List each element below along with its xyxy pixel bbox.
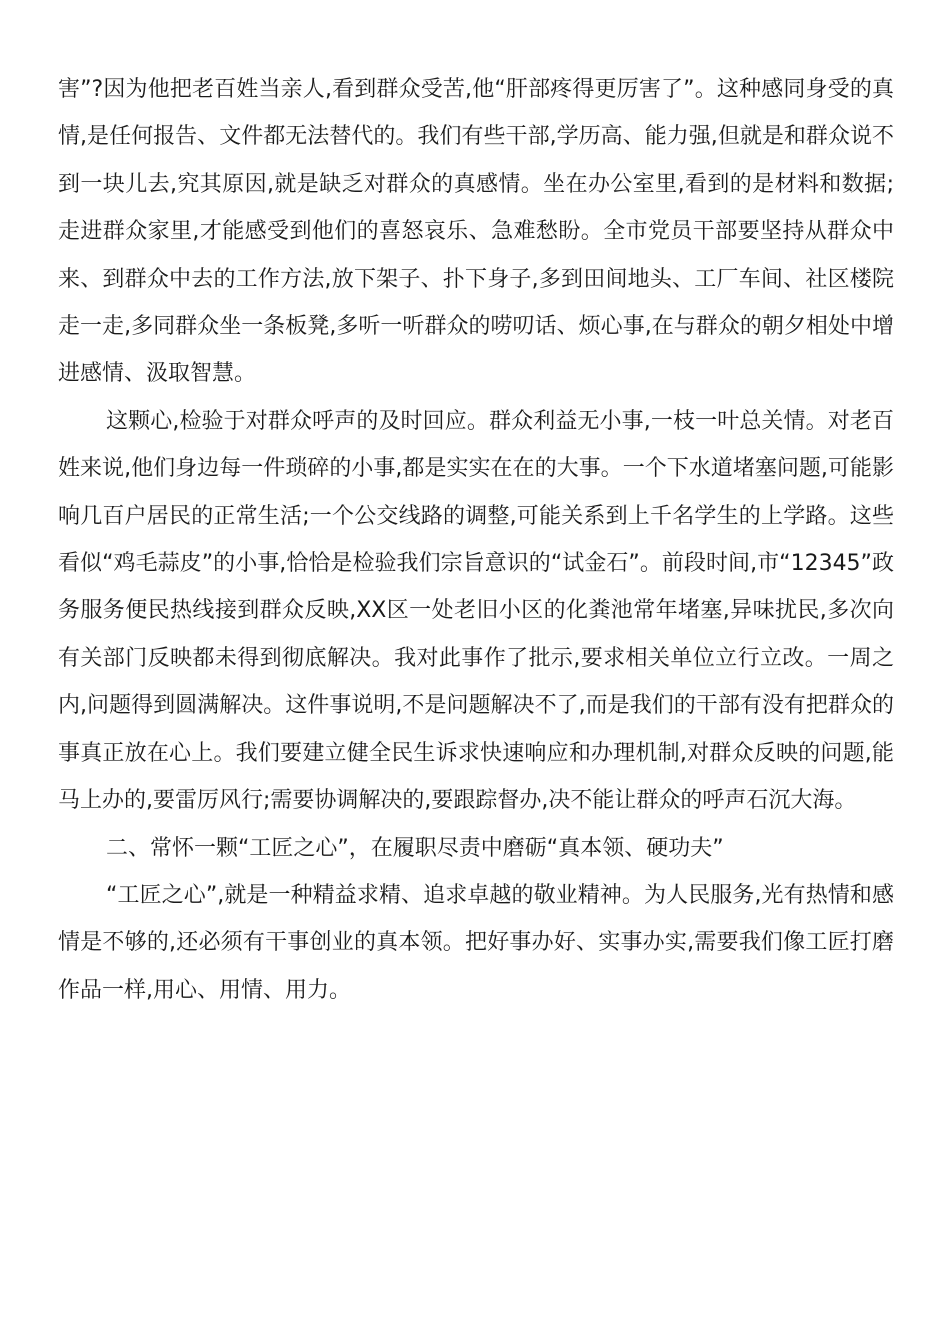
document-body: [58, 66, 894, 1014]
paragraph-craftsman: “工匠之心”,就是一种精益求精、追求卓越的敬业精神。为人民服务,光有热情和感情是不够的,还必须有干事创业的真本领。把好事办好、实事办实,需要我们像工匠打磨作品一样,用心、用情、用力。: [58, 882, 894, 1003]
section-heading: 二、常怀一颗“工匠之心”，在履职尽责中磨砺“真本领、硬功夫”: [106, 835, 724, 861]
paragraph-response: 这颗心,检验于对群众呼声的及时回应。群众利益无小事,一枝一叶总关情。对老百姓来说,他们身边每一件琐碎的小事,都是实实在在的大事。一个下水道堵塞问题,可能影响几百户居民的正常生活;一个公交线路的调整,可能关系到上千名学生的上学路。这些看似“鸡毛蒜皮”的小事,恰恰是检验我们宗旨意识的“试金石”。前段时间,市“12345”政务服务便民热线接到群众反映,XX区一处老旧小区的化粪池常年堵塞,异味扰民,多次向有关部门反映都未得到彻底解决。我对此事作了批示,要求相关单位立行立改。一周之内,问题得到圆满解决。这件事说明,不是问题解决不了,而是我们的干部有没有把群众的事真正放在心上。我们要建立健全民生诉求快速响应和办理机制,对群众反映的问题,能马上办的,要雷厉风行;需要协调解决的,要跟踪督办,决不能让群众的呼声石沉大海。: [58, 408, 894, 814]
paragraph-continuation: 害”?因为他把老百姓当亲人,看到群众受苦,他“肝部疼得更厉害了”。这种感同身受的真情,是任何报告、文件都无法替代的。我们有些干部,学历高、能力强,但就是和群众说不到一块儿去,究其原因,就是缺乏对群众的真感情。坐在办公室里,看到的是材料和数据;走进群众家里,才能感受到他们的喜怒哀乐、急难愁盼。全市党员干部要坚持从群众中来、到群众中去的工作方法,放下架子、扑下身子,多到田间地头、工厂车间、社区楼院走一走,多同群众坐一条板凳,多听一听群众的唠叨话、烦心事,在与群众的朝夕相处中增进感情、汲取智慧。: [58, 77, 894, 387]
